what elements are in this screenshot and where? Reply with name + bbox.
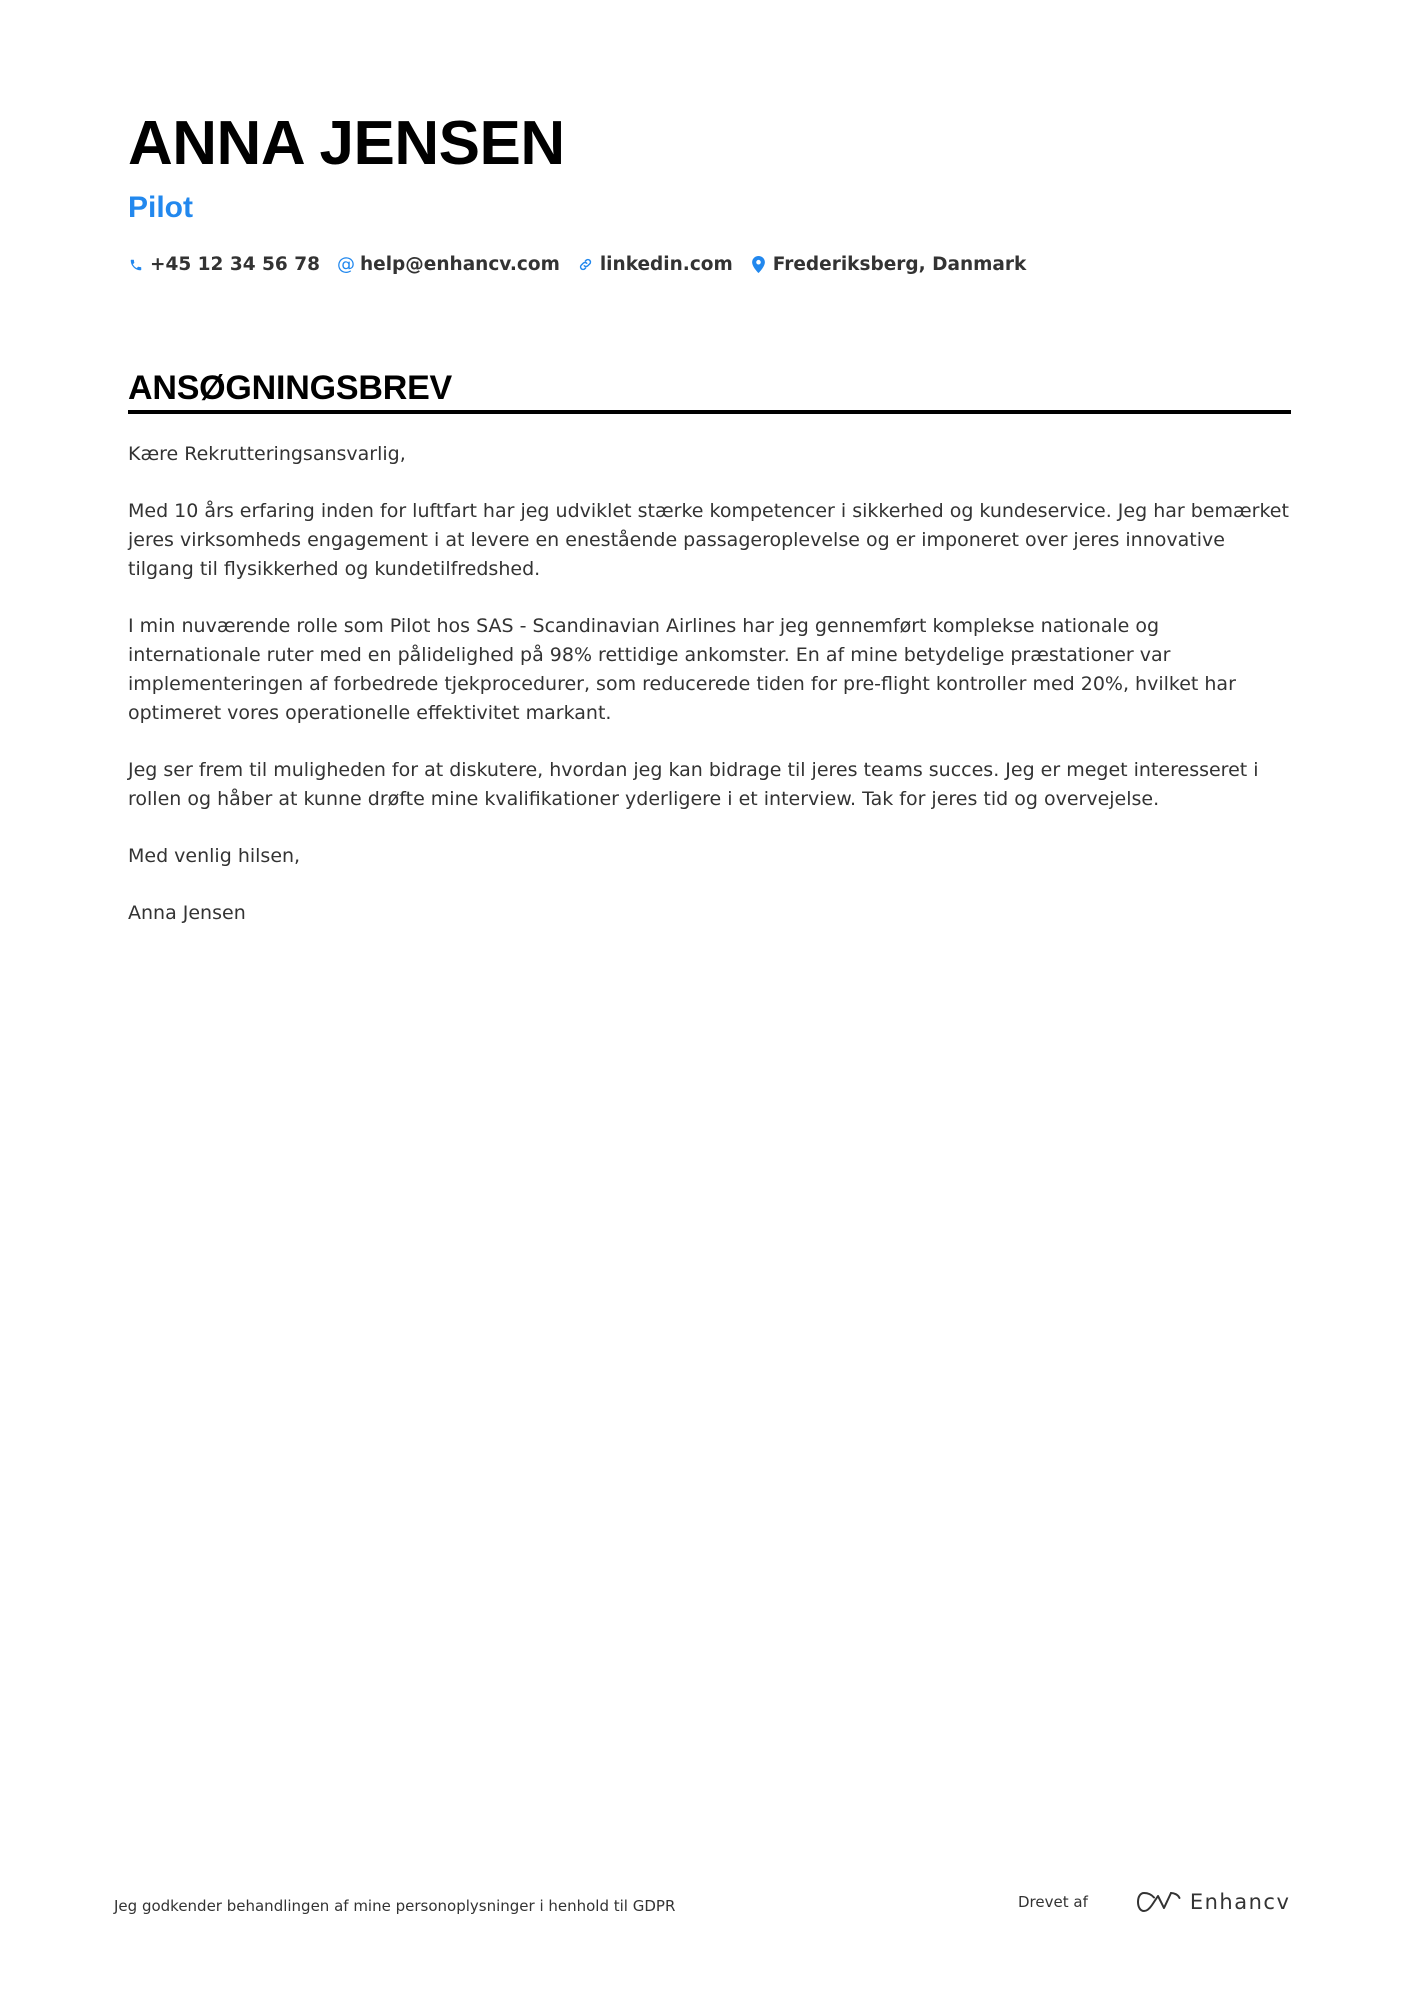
brand-name: Enhancv xyxy=(1189,1890,1291,1914)
footer-branding xyxy=(1018,1890,1290,1914)
email-address[interactable]: help@enhancv.com xyxy=(360,254,560,275)
contact-email xyxy=(338,254,560,275)
section-divider xyxy=(128,410,1291,414)
contact-phone xyxy=(128,254,320,275)
at-icon: @ xyxy=(337,254,355,275)
contact-location xyxy=(751,254,1027,275)
section-heading: ANSØGNINGSBREV xyxy=(128,369,453,407)
location-pin-icon xyxy=(751,256,767,274)
enhancv-logo-icon xyxy=(1136,1890,1182,1914)
linkedin-link[interactable]: linkedin.com xyxy=(599,254,733,275)
location-text: Frederiksberg, Danmark xyxy=(772,254,1027,275)
powered-by-label: Drevet af xyxy=(1018,1893,1088,1911)
applicant-name: ANNA JENSEN xyxy=(128,109,565,178)
letter-signature: Anna Jensen xyxy=(128,902,246,924)
link-icon xyxy=(578,256,594,274)
phone-number[interactable]: +45 12 34 56 78 xyxy=(150,254,320,275)
letter-paragraph: I min nuværende rolle som Pilot hos SAS - Scandinavian Airlines har jeg gennemført komplekse nationale og internationale ruter med en pålidelighed på 98% rettidige ankomster. En af mine betydelige præstationer var implementeringen af forbedrede tjekprocedurer, som reducerede tiden for pre-flight kontroller med 20%, hvilket har optimeret vores operationelle effektivitet markant. xyxy=(128,615,1236,724)
letter-paragraph: Jeg ser frem til muligheden for at diskutere, hvordan jeg kan bidrage til jeres teams succes. Jeg er meget interesseret i rollen og håber at kunne drøfte mine kvalifikationer yderligere i et interview. Tak for jeres tid og overvejelse. xyxy=(128,759,1259,810)
job-title: Pilot xyxy=(128,191,193,224)
enhancv-logo[interactable] xyxy=(1136,1890,1291,1914)
letter-body xyxy=(128,440,1291,956)
letter-greeting: Kære Rekrutteringsansvarlig, xyxy=(128,443,406,465)
letter-closing: Med venlig hilsen, xyxy=(128,845,301,867)
letter-paragraph: Med 10 års erfaring inden for luftfart har jeg udviklet stærke kompetencer i sikkerhed og kundeservice. Jeg har bemærket jeres virksomheds engagement i at levere en enestående passageroplevelse og er imponeret over jeres innovative tilgang til flysikkerhed og kundetilfredshed. xyxy=(128,500,1289,580)
contact-bar xyxy=(128,254,1026,275)
gdpr-consent-text: Jeg godkender behandlingen af mine personoplysninger i henhold til GDPR xyxy=(114,1897,676,1915)
phone-icon xyxy=(128,256,144,274)
contact-linkedin xyxy=(578,254,733,275)
